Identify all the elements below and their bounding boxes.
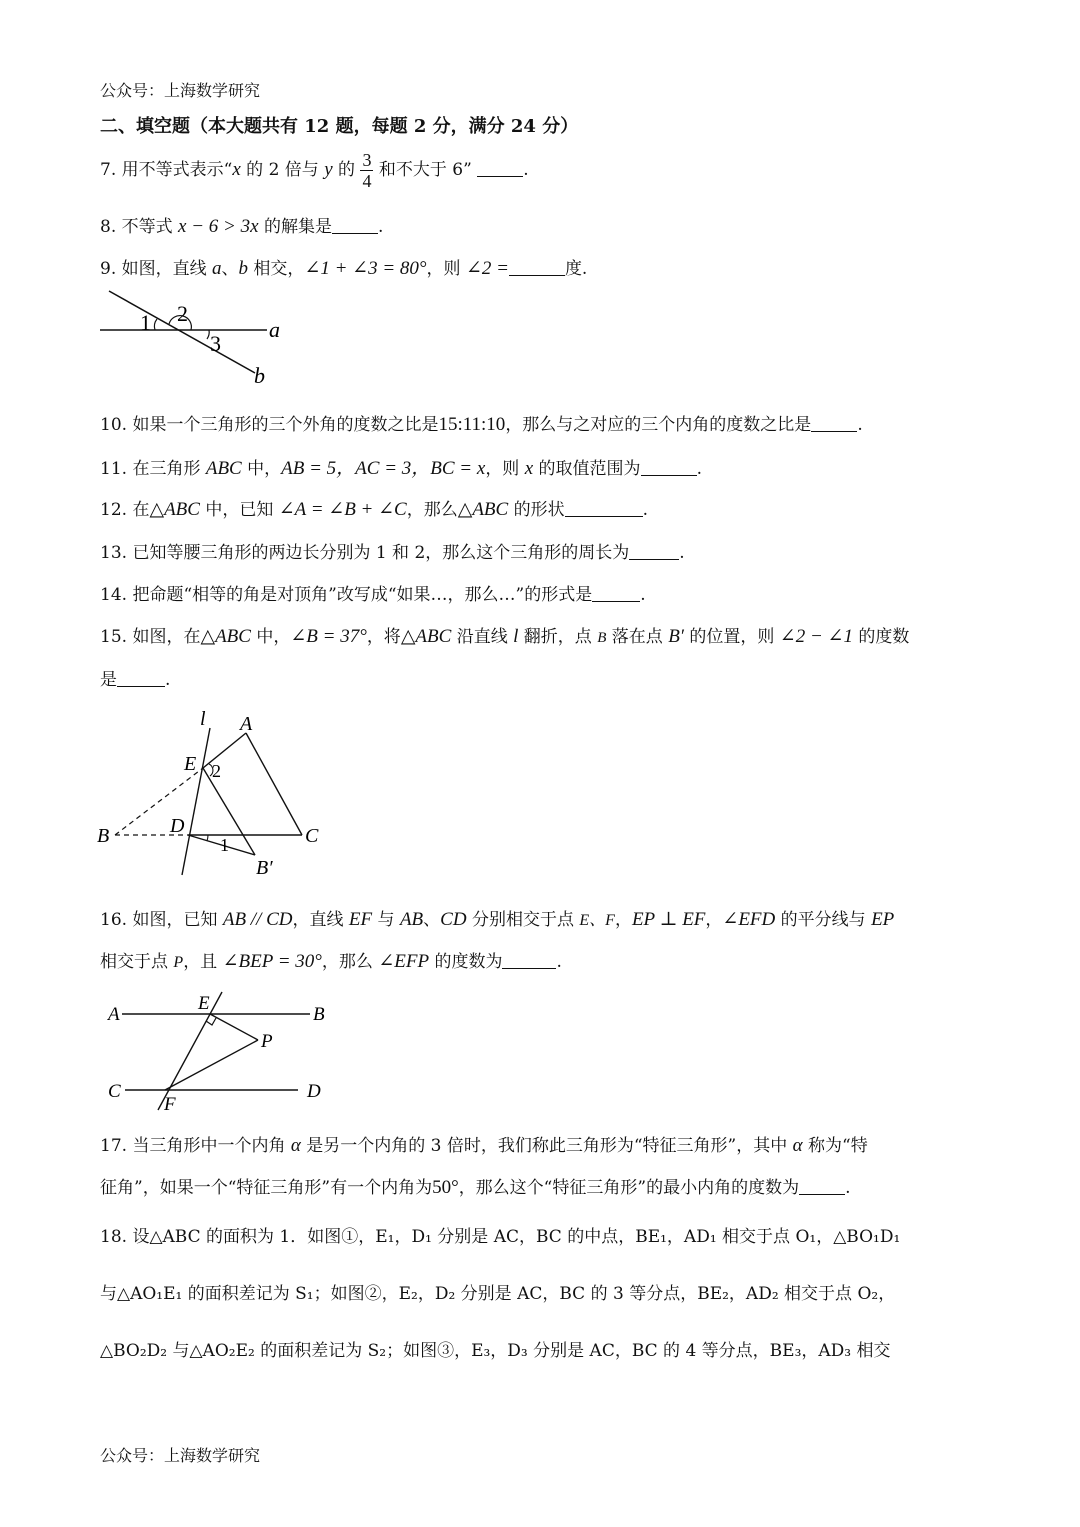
q16-answer-blank[interactable] [502,967,556,969]
fig15-side-ac [246,733,302,835]
q10-ratio: 15:11:10 [438,414,506,435]
q8-text-a: 8. 不等式 [100,217,179,237]
question-11 [100,453,702,480]
q12-triangle-2: △ABC [457,499,509,520]
question-18-line-1: 18. 设△ABC 的面积为 1．如图①，E₁，D₁ 分别是 AC，BC 的中点，BE₁，AD₁ 相交于点 O₁，△BO₁D₁ [100,1227,901,1247]
fig9-label-2: 2 [177,301,188,326]
q11-text-c: ，则 [485,459,525,479]
fig15-line-l [182,728,210,875]
q15-answer-blank[interactable] [117,685,165,687]
q12-text-b: 中，已知 [199,500,279,520]
q17-text-a: 17. 当三角形中一个内角 [100,1136,291,1156]
q7-text-b: 的 2 倍与 [240,160,325,180]
fig16-label-a: A [108,1004,120,1025]
q9-text-c: ，则 [426,259,466,279]
q16-end: . [556,952,562,972]
q16-expr2: ∠EFP [378,951,430,972]
fig9-arc-1 [154,319,157,330]
question-9 [100,254,587,280]
q7-numerator: 3 [362,150,372,170]
q9-text-b: 相交， [248,259,305,279]
q17-alpha: α [290,1135,301,1156]
fig15-label-d: D [170,815,185,837]
q17-alpha-2: α [792,1135,803,1156]
question-15 [100,622,909,648]
fig15-arc-1 [207,835,208,841]
q16-line2-d: 的度数为 [429,952,503,972]
fig15-label-l: l [200,708,206,730]
figure-15 [90,700,340,885]
q16-line-ep: EP [871,909,895,930]
fig9-arc-3 [207,330,209,339]
q8-inequality: x − 6 > 3x [178,216,259,237]
fig9-label-1: 1 [140,310,151,335]
q15-point-b: B [597,630,607,646]
question-16 [100,905,894,931]
q12-expr: ∠A = ∠B + ∠C [278,499,407,520]
question-14 [100,580,646,605]
q15-text-f: 落在点 [606,627,669,647]
section-title: 二、填空题（本大题共有 12 题，每题 2 分，满分 24 分） [100,116,579,137]
q15-expr: ∠B = 37° [290,626,367,647]
q14-end: . [640,585,646,605]
question-13 [100,538,685,563]
fig15-side-ea [203,733,246,768]
q10-end: . [857,415,863,435]
q16-points-ef: E、F [579,912,615,929]
q17-end: . [845,1178,851,1198]
q16-line-ab: AB [399,909,424,930]
q16-text-a: 16. 如图，已知 [100,910,223,930]
question-12 [100,495,648,521]
q15-text-g: 的位置，则 [683,627,780,647]
q7-var-x: x [232,159,241,180]
figure-9 [95,285,295,390]
q17-answer-blank[interactable] [799,1193,845,1195]
q9-expr1: ∠1 + ∠3 = 80° [304,258,427,279]
q16-text-e: 分别相交于点 [466,910,580,930]
page-header-source: 公众号：上海数学研究 [100,81,261,100]
q13-end: . [679,543,685,563]
q9-expr2: ∠2 = [465,258,509,279]
fig15-label-bprime: B′ [256,857,273,879]
q17-text-b: 是另一个内角的 3 倍时，我们称此三角形为“特征三角形”，其中 [300,1136,793,1156]
q7-fraction [360,150,373,191]
q11-text-d: 的取值范围为 [533,459,641,479]
q7-text-d: 和不大于 6” [378,160,472,180]
q8-end: . [377,217,384,237]
q16-text-h: 的平分线与 [775,910,872,930]
q11-text-a: 11. 在三角形 [100,459,206,479]
q12-text-d: 的形状 [508,500,565,520]
q17-degree: 50° [432,1177,459,1198]
q11-triangle: ABC [205,458,242,479]
question-16-line-2 [100,947,562,973]
q14-text: 14. 把命题“相等的角是对顶角”改写成“如果…，那么…”的形式是 [100,585,593,605]
fig9-label-b: b [254,363,265,388]
q15-triangle-1: △ABC [200,626,251,647]
question-17 [100,1131,868,1157]
q10-text-b: ，那么与之对应的三个内角的度数之比是 [505,415,812,435]
q15-end: . [165,670,171,690]
q16-line-cd: CD [440,909,467,930]
q9-sep: 、 [221,259,239,279]
fig16-label-p: P [261,1031,273,1052]
q17-text-c: 称为“特 [802,1136,868,1156]
q16-parallel: AB // CD [222,909,293,930]
q16-perp: EP ⊥ EF [631,909,706,930]
q16-text-f: ， [614,910,632,930]
q11-expr: AB = 5，AC = 3，BC = x [281,458,486,479]
fig15-label-b: B [97,825,110,847]
q16-line2-b: ，且 [183,952,223,972]
q16-text-b: ，直线 [292,910,349,930]
q12-text-a: 12. 在 [100,500,150,520]
q12-triangle-1: △ABC [149,499,200,520]
fig16-line-ef [158,992,222,1110]
q16-text-d: 、 [423,910,441,930]
q15-line2-text: 是 [100,670,117,690]
question-8 [100,212,383,238]
q15-text-c: ，将 [366,627,401,647]
q17-line2-b: ，那么这个“特征三角形”的最小内角的度数为 [458,1178,800,1198]
fig9-label-3: 3 [210,331,221,356]
fig16-seg-ep [210,1014,258,1040]
figure-16 [100,990,340,1115]
q15-expr2: ∠2 − ∠1 [779,626,853,647]
q12-answer-blank[interactable] [565,515,643,517]
fig15-label-a: A [240,713,253,735]
fig15-label-c: C [305,825,319,847]
q9-answer-blank[interactable] [509,274,565,276]
fig16-label-d: D [307,1081,321,1102]
q16-line2-c: ，那么 [321,952,379,972]
q7-end: . [523,160,529,180]
question-18-line-3: △BO₂D₂ 与△AO₂E₂ 的面积差记为 S₂；如图③，E₃，D₃ 分别是 AC，BC 的 4 等分点，BE₃，AD₃ 相交 [100,1341,891,1361]
q8-answer-blank[interactable] [332,232,378,234]
q9-text-d: 度. [564,259,588,279]
q11-answer-blank[interactable] [641,474,697,476]
q15-text-d: 沿直线 [451,627,514,647]
q11-text-b: 中， [241,459,282,479]
q15-text-e: 翻折，点 [518,627,598,647]
question-10 [100,410,863,436]
q9-text-a: 9. 如图，直线 [100,259,213,279]
question-7 [100,150,529,191]
fig16-label-c: C [108,1081,121,1102]
q8-text-b: 的解集是 [258,217,332,237]
q16-line-ef: EF [348,909,373,930]
q7-answer-blank[interactable] [477,175,523,177]
q16-text-g: ， [705,910,723,930]
fig16-label-f: F [164,1094,176,1115]
question-17-line-2 [100,1173,850,1199]
q15-triangle-2: △ABC [400,626,452,647]
page-footer-source: 公众号：上海数学研究 [100,1446,261,1465]
q16-text-c: 与 [372,910,400,930]
fig16-seg-fp [165,1040,258,1090]
q9-line-b: b [238,258,249,279]
q13-answer-blank[interactable] [629,558,679,560]
q16-line2-a: 相交于点 [100,952,174,972]
q15-text-h: 的度数 [852,627,910,647]
q15-text-a: 15. 如图，在 [100,627,201,647]
q15-point-bprime: B′ [668,626,684,647]
q12-text-c: ，那么 [406,500,458,520]
q7-text-a: 7. 用不等式表示“ [100,160,233,180]
question-15-line-2 [100,665,170,690]
q16-angle-efd: ∠EFD [722,909,776,930]
question-18-line-2: 与△AO₁E₁ 的面积差记为 S₁；如图②，E₂，D₂ 分别是 AC，BC 的 3 等分点，BE₂，AD₂ 相交于点 O₂， [100,1284,896,1304]
fig15-label-1: 1 [220,835,229,855]
fig16-label-e: E [198,993,210,1014]
fig15-label-2: 2 [212,761,221,781]
q11-var-x: x [524,458,534,479]
q16-point-p: P [173,954,184,971]
q7-var-y: y [324,159,333,180]
q7-denominator: 4 [362,171,372,191]
q11-end: . [696,459,702,479]
fig16-label-b: B [313,1004,325,1025]
q13-text: 13. 已知等腰三角形的两边长分别为 1 和 2，那么这个三角形的周长为 [100,543,630,563]
q17-line2-a: 征角”，如果一个“特征三角形”有一个内角为 [100,1178,433,1198]
fig9-label-a: a [269,317,280,342]
q14-answer-blank[interactable] [592,600,640,602]
q9-line-a: a [212,258,222,279]
q10-answer-blank[interactable] [811,430,857,432]
q10-text-a: 10. 如果一个三角形的三个外角的度数之比是 [100,415,439,435]
fig15-label-e: E [184,753,197,775]
q15-text-b: 中， [250,627,291,647]
q15-line-l: l [513,626,519,647]
q16-expr: ∠BEP = 30° [222,951,322,972]
fig15-dashed-be [115,768,203,835]
q7-text-c: 的 [332,160,356,180]
q12-end: . [642,500,649,520]
